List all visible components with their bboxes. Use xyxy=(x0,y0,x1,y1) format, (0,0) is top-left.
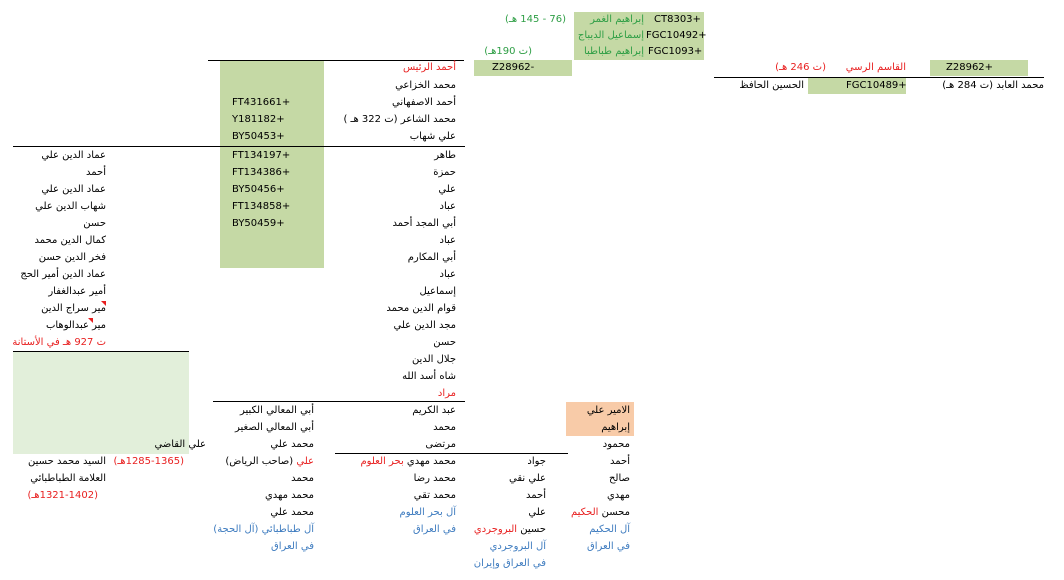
name-ahmad-4: أحمد xyxy=(610,456,630,467)
name-qasim-rassi: القاسم الرسي xyxy=(845,62,906,73)
family-bahr-uloom: آل بحر العلوم xyxy=(399,507,456,518)
name-abbad-3: عباد xyxy=(439,269,456,280)
code-ft134386: FT134386+ xyxy=(232,167,291,178)
name-abd-karim: عبد الكريم xyxy=(412,405,456,416)
name-jawad: جواد xyxy=(527,456,546,467)
place-iraq-2: في العراق xyxy=(413,524,456,535)
name-muhsin-hakim xyxy=(540,505,630,521)
family-borujerdi: آل البروجردي xyxy=(489,541,546,552)
name-majd-ali: مجد الدين علي xyxy=(393,320,456,331)
place-iraq-1: في العراق xyxy=(271,541,314,552)
code-fgc10489: FGC10489+ xyxy=(846,80,907,91)
name-ali-naqi: علي نقي xyxy=(509,473,546,484)
name-salih: صالح xyxy=(608,473,630,484)
name-ahmad-rais: أحمد الرئيس xyxy=(402,62,456,73)
date-qasim: (ت 246 هـ) xyxy=(775,62,826,73)
name-ismail-dibaj: إسماعيل الديباج xyxy=(577,30,644,41)
left-name-3: عماد الدين علي xyxy=(41,184,106,195)
code-z28962-minus: Z28962- xyxy=(492,62,535,73)
name-husayn-hafiz: الحسين الحافظ xyxy=(739,80,804,91)
name-muhammad-mahdi: محمد مهدي xyxy=(264,490,314,501)
name-muhammad-3: محمد xyxy=(291,473,314,484)
name-muhammad-shair: محمد الشاعر (ت 322 هـ ) xyxy=(343,114,456,125)
name-riad-title: (صاحب الرياض) xyxy=(225,456,294,467)
name-ibrahim-tabataba: إبراهيم طباطبا xyxy=(583,46,644,57)
name-sayyid-husayn: السيد محمد حسين xyxy=(28,456,106,467)
line-left-bottom xyxy=(13,351,189,352)
name-ali-riad xyxy=(214,454,314,470)
name-ali-shihab: علي شهاب xyxy=(409,131,456,142)
place-iraq-iran: في العراق وإيران xyxy=(473,558,546,569)
name-muhammad-ali-2: محمد علي xyxy=(270,507,314,518)
code-ft134197: FT134197+ xyxy=(232,150,291,161)
name-muhammad-ali-1: محمد علي xyxy=(270,439,314,450)
name-shah-asad: شاه أسد الله xyxy=(402,371,456,382)
code-by50456: BY50456+ xyxy=(232,184,285,195)
left-name-4: شهاب الدين علي xyxy=(35,201,106,212)
name-muhammad-khuzai: محمد الخزاعي xyxy=(395,80,456,91)
name-husayn-borujerdi xyxy=(456,522,546,538)
family-hakim: آل الحكيم xyxy=(589,524,630,535)
name-muhammad-rida: محمد رضا xyxy=(413,473,456,484)
left-name-6: كمال الدين محمد xyxy=(34,235,106,246)
line-mid xyxy=(13,146,465,147)
green-fill-codes xyxy=(220,60,324,268)
name-abbad-2: عباد xyxy=(439,235,456,246)
name-hasan: حسن xyxy=(433,337,456,348)
code-ft134858: FT134858+ xyxy=(232,201,291,212)
name-allama: العلامة الطباطبائي xyxy=(30,473,106,484)
name-muhammad-abid: محمد العابد (ت 284 هـ) xyxy=(942,80,1044,91)
left-name-11: مير عبدالوهاب xyxy=(45,320,106,331)
name-abbad-1: عباد xyxy=(439,201,456,212)
name-hakim: الحكيم xyxy=(570,507,599,518)
name-borujerdi: البروجردي xyxy=(473,524,518,535)
left-name-10: مير سراج الدين xyxy=(41,303,106,314)
name-murtada: مرتضى xyxy=(425,439,456,450)
left-death-date: ت 927 هـ في الأستانة xyxy=(12,337,106,348)
name-ibrahim-ghamr: إبراهيم الغمر xyxy=(590,14,644,25)
name-murad: مراد xyxy=(437,388,456,399)
code-ct8303: CT8303+ xyxy=(654,14,701,25)
name-ahmad-3: أحمد xyxy=(526,490,546,501)
date-sayyid: (1285-1365هـ) xyxy=(113,456,184,467)
name-amir-ali: الامير علي xyxy=(586,405,630,416)
left-name-5: حسن xyxy=(83,218,106,229)
comment-marker-1 xyxy=(101,301,106,306)
name-ibrahim: إبراهيم xyxy=(601,422,630,433)
name-abi-maali-saghir: أبي المعالي الصغير xyxy=(235,422,314,433)
name-mahdi-bahr-first: محمد مهدي xyxy=(403,456,456,467)
name-ahmad-isfahani: أحمد الاصفهاني xyxy=(392,97,456,108)
date-allama: (1321-1402هـ) xyxy=(27,490,98,501)
left-name-7: فخر الدين حسن xyxy=(38,252,106,263)
name-ali-3: علي xyxy=(528,507,546,518)
date-tabataba: (ت 190هـ) xyxy=(484,46,532,57)
name-ismail: إسماعيل xyxy=(419,286,456,297)
left-name-2: أحمد xyxy=(86,167,106,178)
code-fgc1093: FGC1093+ xyxy=(648,46,703,57)
name-mahdi-bahr xyxy=(340,454,456,470)
left-name-8: عماد الدين أمير الحج xyxy=(20,269,106,280)
name-abi-maali-kabir: أبي المعالي الكبير xyxy=(239,405,314,416)
left-name-1: عماد الدين علي xyxy=(41,150,106,161)
name-ali: علي xyxy=(438,184,456,195)
name-hamza: حمزة xyxy=(433,167,456,178)
date-ibrahim-ghamr: (76 - 145 هـ) xyxy=(505,14,566,25)
name-jalal: جلال الدين xyxy=(411,354,456,365)
name-muhsin: محسن xyxy=(598,507,630,518)
family-tabatabai: آل طباطبائي (آل الحجة) xyxy=(213,524,314,535)
name-abi-majd: أبي المجد أحمد xyxy=(392,218,456,229)
left-name-9: أمير عبدالغفار xyxy=(48,286,106,297)
name-husayn: حسين xyxy=(517,524,546,535)
code-by50453: BY50453+ xyxy=(232,131,285,142)
name-mahmud: محمود xyxy=(602,439,630,450)
code-ft431661: FT431661+ xyxy=(232,97,291,108)
place-iraq-3: في العراق xyxy=(587,541,630,552)
code-fgc10492: FGC10492+ xyxy=(646,30,707,41)
name-ali-qadi: علي القاضي xyxy=(154,439,206,450)
name-tahir: طاهر xyxy=(434,150,456,161)
name-muhammad-taqi: محمد تقي xyxy=(413,490,456,501)
code-by50459: BY50459+ xyxy=(232,218,285,229)
name-muhammad-2: محمد xyxy=(433,422,456,433)
comment-marker-2 xyxy=(88,318,93,323)
code-y181182: Y181182+ xyxy=(232,114,285,125)
name-mahdi: مهدي xyxy=(606,490,630,501)
name-ali-riad-red: علي xyxy=(296,456,314,467)
code-z28962-plus: Z28962+ xyxy=(946,62,994,73)
name-qawam: قوام الدين محمد xyxy=(386,303,456,314)
name-abi-makarim: أبي المكارم xyxy=(407,252,456,263)
name-bahr-uloom: بحر العلوم xyxy=(360,456,404,467)
